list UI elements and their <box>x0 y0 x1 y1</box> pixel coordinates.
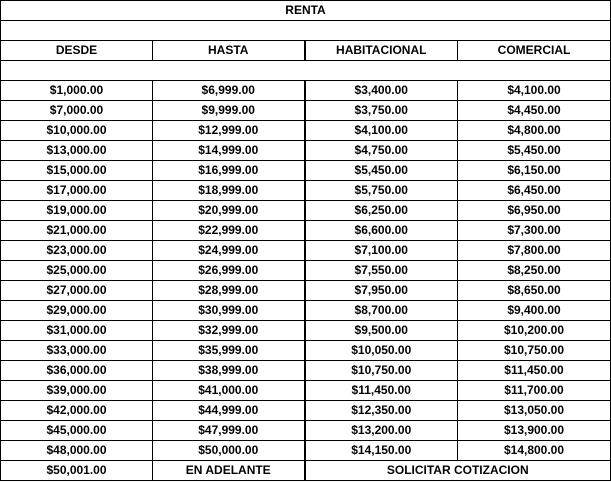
cell-habitacional: $14,150.00 <box>305 441 458 461</box>
cell-desde: $45,000.00 <box>1 421 153 441</box>
cell-comercial: $5,450.00 <box>458 141 611 161</box>
cell-comercial: $4,100.00 <box>458 81 611 101</box>
cell-habitacional: $5,450.00 <box>305 161 458 181</box>
cell-hasta: $18,999.00 <box>153 181 305 201</box>
cell-habitacional: $5,750.00 <box>305 181 458 201</box>
cell-comercial: $14,800.00 <box>458 441 611 461</box>
cell-comercial: $13,900.00 <box>458 421 611 441</box>
table-row <box>1 181 611 201</box>
cell-habitacional: $10,750.00 <box>305 361 458 381</box>
cell-desde: $39,000.00 <box>1 381 153 401</box>
cell-habitacional: $3,750.00 <box>305 101 458 121</box>
spacer-cell <box>1 21 611 41</box>
cell-desde: $19,000.00 <box>1 201 153 221</box>
cell-hasta: $9,999.00 <box>153 101 305 121</box>
table-row <box>1 261 611 281</box>
cell-comercial: $6,450.00 <box>458 181 611 201</box>
table-row <box>1 381 611 401</box>
cell-desde: $29,000.00 <box>1 301 153 321</box>
cell-hasta: $38,999.00 <box>153 361 305 381</box>
table-row <box>1 281 611 301</box>
cell-hasta: $6,999.00 <box>153 81 305 101</box>
cell-comercial: $4,800.00 <box>458 121 611 141</box>
cell-habitacional: $4,100.00 <box>305 121 458 141</box>
cell-hasta: EN ADELANTE <box>153 461 305 481</box>
cell-habitacional: $7,550.00 <box>305 261 458 281</box>
cell-desde: $21,000.00 <box>1 221 153 241</box>
table-row <box>1 361 611 381</box>
spacer-row <box>1 61 611 81</box>
table-row <box>1 81 611 101</box>
table-row <box>1 401 611 421</box>
cell-comercial: $11,450.00 <box>458 361 611 381</box>
cell-habitacional: $7,950.00 <box>305 281 458 301</box>
cell-desde: $10,000.00 <box>1 121 153 141</box>
cell-hasta: $47,999.00 <box>153 421 305 441</box>
table-row <box>1 161 611 181</box>
cell-habitacional: $6,600.00 <box>305 221 458 241</box>
table-title: RENTA <box>1 1 611 21</box>
cell-desde: $17,000.00 <box>1 181 153 201</box>
cell-desde: $50,001.00 <box>1 461 153 481</box>
cell-desde: $48,000.00 <box>1 441 153 461</box>
table-row <box>1 241 611 261</box>
cell-habitacional: $11,450.00 <box>305 381 458 401</box>
header-row <box>1 41 611 61</box>
cell-comercial: $4,450.00 <box>458 101 611 121</box>
header-hasta: HASTA <box>153 41 305 61</box>
table-row <box>1 141 611 161</box>
cell-habitacional: $12,350.00 <box>305 401 458 421</box>
cell-habitacional: $8,700.00 <box>305 301 458 321</box>
cell-desde: $36,000.00 <box>1 361 153 381</box>
cell-comercial: $7,800.00 <box>458 241 611 261</box>
cell-habitacional: $13,200.00 <box>305 421 458 441</box>
cell-hasta: $35,999.00 <box>153 341 305 361</box>
table-row <box>1 221 611 241</box>
cell-desde: $1,000.00 <box>1 81 153 101</box>
cell-hasta: $32,999.00 <box>153 321 305 341</box>
table-row <box>1 321 611 341</box>
table-row <box>1 121 611 141</box>
cell-desde: $15,000.00 <box>1 161 153 181</box>
cell-hasta: $24,999.00 <box>153 241 305 261</box>
cell-hasta: $28,999.00 <box>153 281 305 301</box>
cell-desde: $33,000.00 <box>1 341 153 361</box>
table-row <box>1 301 611 321</box>
cell-desde: $7,000.00 <box>1 101 153 121</box>
cell-desde: $25,000.00 <box>1 261 153 281</box>
cell-comercial: $11,700.00 <box>458 381 611 401</box>
cell-comercial: $7,300.00 <box>458 221 611 241</box>
cell-comercial: $13,050.00 <box>458 401 611 421</box>
cell-desde: $42,000.00 <box>1 401 153 421</box>
cell-comercial: $10,750.00 <box>458 341 611 361</box>
cell-hasta: $12,999.00 <box>153 121 305 141</box>
header-comercial: COMERCIAL <box>458 41 611 61</box>
cell-desde: $13,000.00 <box>1 141 153 161</box>
header-habitacional: HABITACIONAL <box>305 41 458 61</box>
table-row <box>1 341 611 361</box>
cell-hasta: $22,999.00 <box>153 221 305 241</box>
cell-desde: $23,000.00 <box>1 241 153 261</box>
title-row <box>1 1 611 21</box>
cell-comercial: $9,400.00 <box>458 301 611 321</box>
header-desde: DESDE <box>1 41 153 61</box>
table-row <box>1 201 611 221</box>
cell-hasta: $30,999.00 <box>153 301 305 321</box>
cell-habitacional: $6,250.00 <box>305 201 458 221</box>
cell-comercial: $10,200.00 <box>458 321 611 341</box>
quote-note: SOLICITAR COTIZACION <box>305 461 611 481</box>
cell-habitacional: $3,400.00 <box>305 81 458 101</box>
cell-desde: $31,000.00 <box>1 321 153 341</box>
cell-hasta: $44,999.00 <box>153 401 305 421</box>
cell-hasta: $50,000.00 <box>153 441 305 461</box>
cell-habitacional: $7,100.00 <box>305 241 458 261</box>
spacer-cell <box>1 61 611 81</box>
cell-hasta: $41,000.00 <box>153 381 305 401</box>
cell-hasta: $20,999.00 <box>153 201 305 221</box>
cell-hasta: $14,999.00 <box>153 141 305 161</box>
cell-hasta: $26,999.00 <box>153 261 305 281</box>
table-row <box>1 441 611 461</box>
cell-habitacional: $9,500.00 <box>305 321 458 341</box>
table-row <box>1 101 611 121</box>
cell-desde: $27,000.00 <box>1 281 153 301</box>
cell-comercial: $6,950.00 <box>458 201 611 221</box>
cell-comercial: $8,650.00 <box>458 281 611 301</box>
cell-comercial: $6,150.00 <box>458 161 611 181</box>
cell-comercial: $8,250.00 <box>458 261 611 281</box>
last-row <box>1 461 611 481</box>
table-row <box>1 421 611 441</box>
cell-hasta: $16,999.00 <box>153 161 305 181</box>
cell-habitacional: $4,750.00 <box>305 141 458 161</box>
spacer-row <box>1 21 611 41</box>
cell-habitacional: $10,050.00 <box>305 341 458 361</box>
